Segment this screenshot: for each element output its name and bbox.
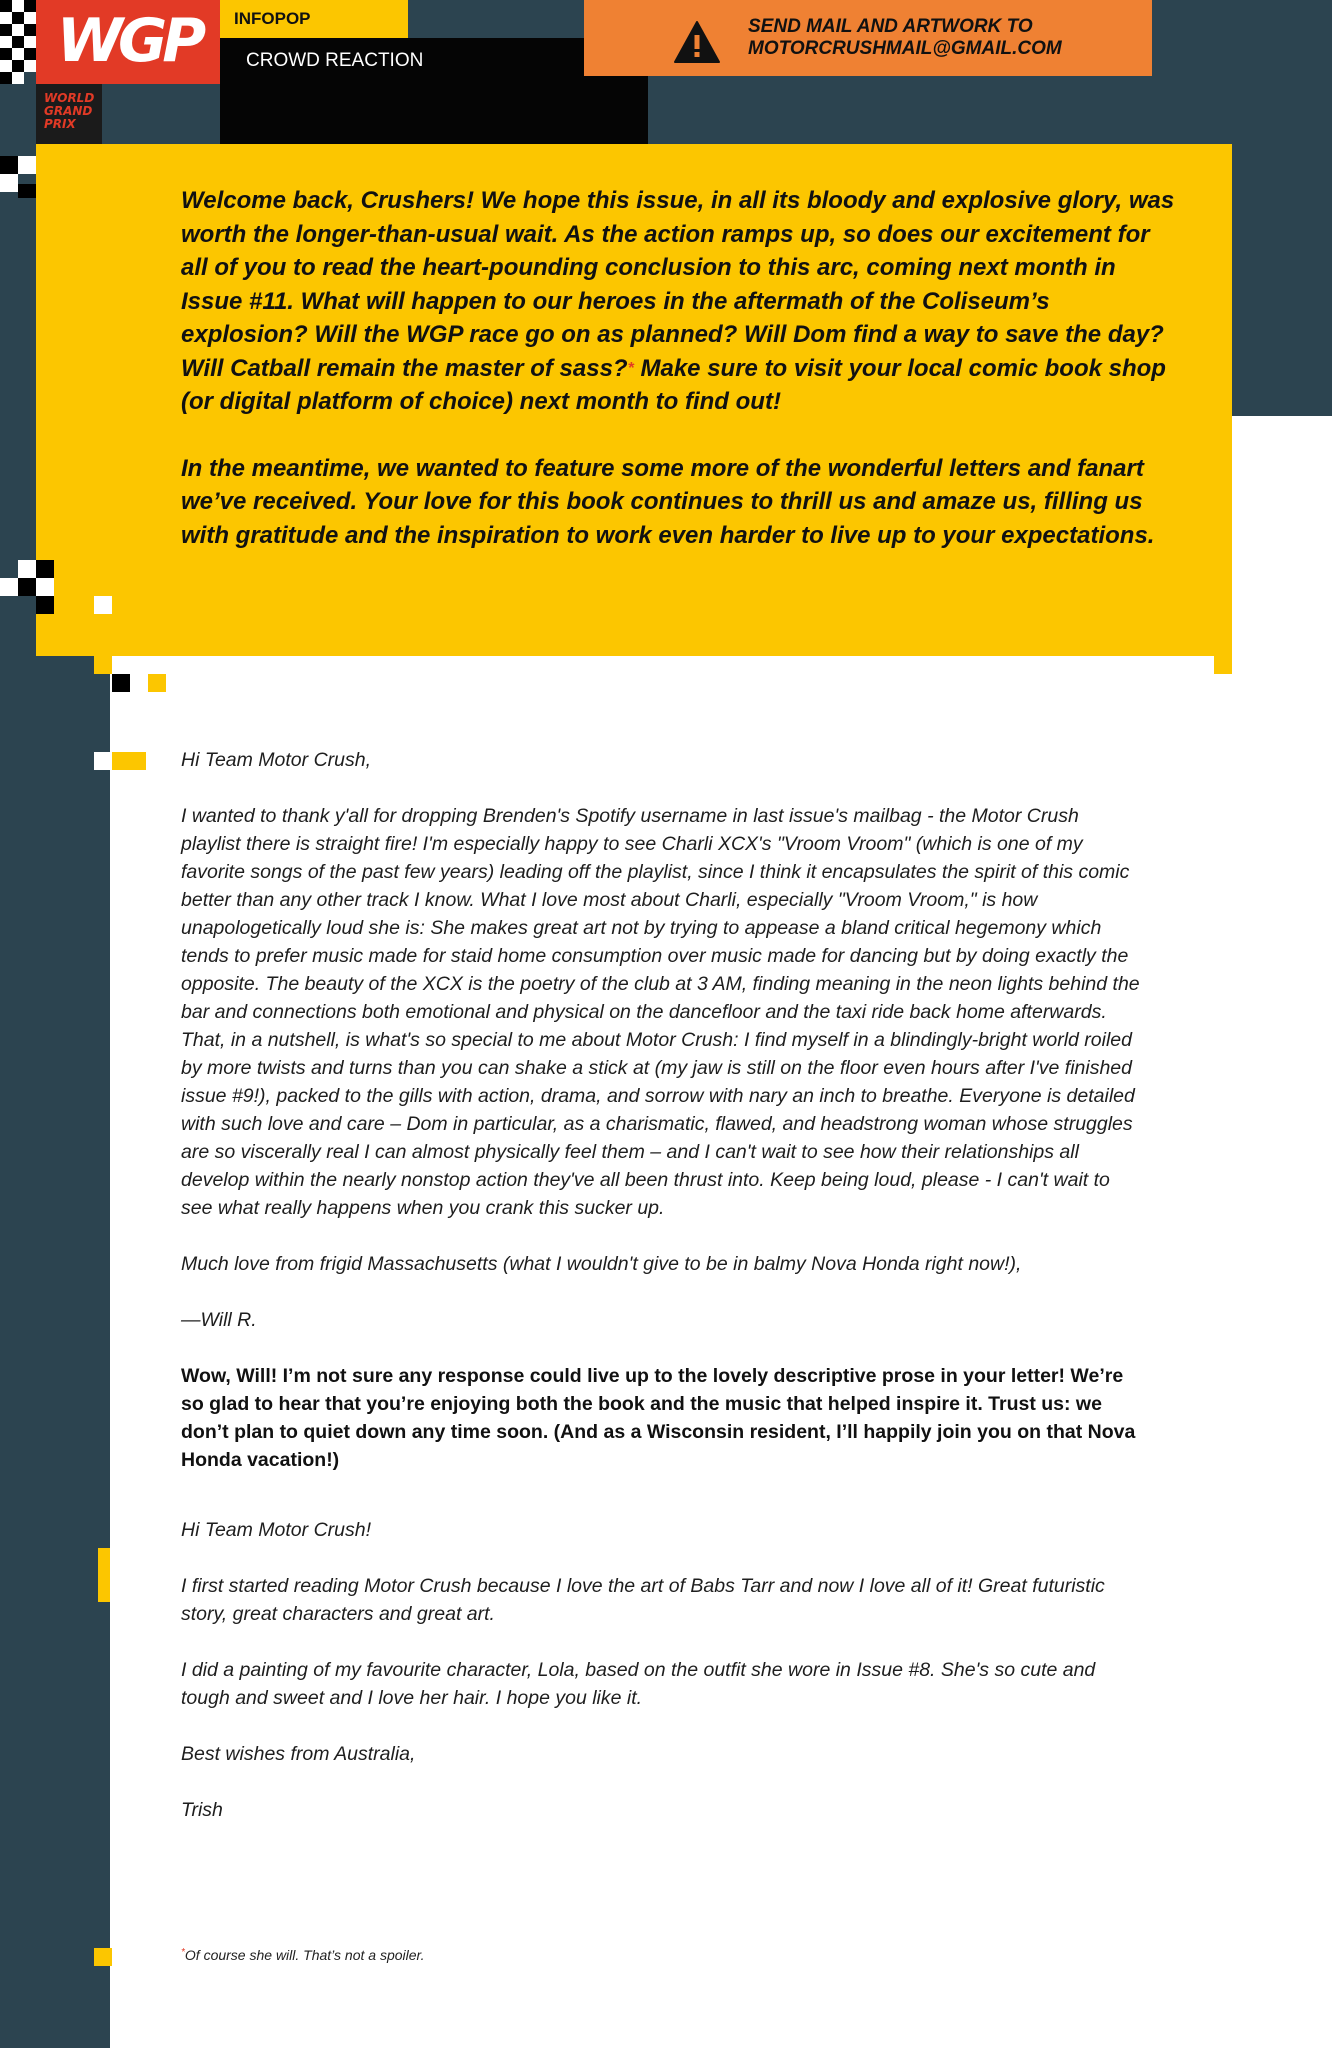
letter-body: I did a painting of my favourite character, Lola, based on the outfit she wore in Issue #8. She's so cute and tough and sweet and I love her hair. I hope you like it. bbox=[181, 1659, 1096, 1709]
mail-instructions bbox=[748, 16, 1062, 60]
logo-text: WGP bbox=[56, 6, 202, 76]
pixel-square bbox=[94, 656, 112, 674]
footnote-marker: * bbox=[181, 1947, 185, 1958]
letter-signature: Trish bbox=[181, 1799, 223, 1821]
intro-text-part: Welcome back, Crushers! We hope this issue, in all its bloody and explosive glory, was worth the longer-than-usual wait. As the action ramps up, so does our excitement for all of you to read the heart-pounding conclusion to this arc, coming next month in Issue #11. What will happen to our heroes in the aftermath of the Coliseum’s explosion? Will the WGP race go on as planned? Will Dom find a way to save the day? Will Catball remain the master of sass? bbox=[181, 187, 1175, 382]
sublogo-line: WORLD bbox=[44, 91, 95, 105]
letter-greeting: Hi Team Motor Crush! bbox=[181, 1519, 372, 1541]
section-tab bbox=[220, 0, 408, 38]
wgp-logo bbox=[36, 0, 221, 84]
world-grand-prix-logo bbox=[36, 84, 102, 144]
mail-line: SEND MAIL AND ARTWORK TO bbox=[748, 16, 1033, 37]
pixel-square bbox=[0, 174, 18, 192]
section-label: INFOPOP bbox=[234, 9, 311, 28]
mail-banner bbox=[584, 0, 1152, 76]
letter-greeting: Hi Team Motor Crush, bbox=[181, 749, 372, 771]
letters-column bbox=[181, 746, 1141, 1852]
column-title: CROWD REACTION bbox=[246, 50, 424, 71]
letter-closing: Much love from frigid Massachusetts (what I wouldn't give to be in balmy Nova Honda right now!), bbox=[181, 1253, 1022, 1275]
pixel-square bbox=[36, 578, 54, 596]
pixel-square bbox=[112, 674, 130, 692]
pixel-square bbox=[94, 752, 112, 770]
pixel-square bbox=[0, 156, 18, 174]
warning-triangle-icon bbox=[673, 20, 721, 64]
intro-paragraph: In the meantime, we wanted to feature some more of the wonderful letters and fanart we’ve received. Your love for this book continues to thrill us and amaze us, filling us with gratitude and the inspiration to work even harder to live up to your expectations. bbox=[181, 454, 1155, 549]
pixel-square bbox=[18, 156, 36, 174]
pixel-square bbox=[148, 674, 166, 692]
pixel-square bbox=[0, 578, 18, 596]
intro-text bbox=[181, 184, 1181, 585]
intro-panel bbox=[36, 144, 1232, 656]
editor-response: Wow, Will! I’m not sure any response could live up to the lovely descriptive prose in your letter! We’re so glad to hear that you’re enjoying both the book and the music that helped inspire it. Trust us: we don’t plan to quiet down any time soon. (And as a Wisconsin resident, I’ll happily join you on that Nova Honda vacation!) bbox=[181, 1365, 1136, 1471]
right-dark-block bbox=[1232, 144, 1332, 416]
pixel-square bbox=[36, 596, 54, 614]
sublogo-line: GRAND bbox=[44, 104, 93, 118]
pixel-square bbox=[18, 560, 36, 578]
footnote bbox=[181, 1947, 425, 1963]
intro-text-part: Make sure to visit your local comic book shop (or digital platform of choice) next month to find out! bbox=[181, 354, 1166, 415]
pixel-square bbox=[98, 1548, 110, 1602]
checkered-flag-top bbox=[0, 0, 36, 84]
footnote-marker: * bbox=[627, 359, 634, 377]
pixel-square bbox=[36, 560, 54, 578]
pixel-square bbox=[1214, 656, 1232, 674]
letter-signature: —Will R. bbox=[181, 1309, 257, 1331]
footnote-text: Of course she will. That’s not a spoiler. bbox=[184, 1947, 425, 1963]
pixel-square bbox=[18, 578, 36, 596]
sublogo-line: PRIX bbox=[44, 117, 76, 131]
letter-body: I first started reading Motor Crush because I love the art of Babs Tarr and now I love all of it! Great futuristic story, great characters and great art. bbox=[181, 1575, 1105, 1625]
letter-body: I wanted to thank y'all for dropping Brenden's Spotify username in last issue's mailbag - the Motor Crush playlist there is straight fire! I'm especially happy to see Charli XCX's "Vroom Vroom" (which is one of my favorite songs of the past few years) leading off the playlist, since I think it encapsulates the spirit of this comic better than any other track I know. What I love most about Charli, especially "Vroom Vroom," is how unapologetically loud she is: She makes great art not by trying to appease a bland critical hegemony which tends to prefer music made for staid home consumption over music made for dancing but by doing exactly the opposite. The beauty of the XCX is the poetry of the club at 3 AM, finding meaning in the neon lights behind the bar and connections both emotional and physical on the dancefloor and the taxi ride back home afterwards. That, in a nutshell, is what's so special to me about Motor Crush: I find myself in a blindingly-bright world roiled by more twists and turns than you can shake a stick at (my jaw is still on the floor even hours after I've finished issue #9!), packed to the gills with action, drama, and sorrow with nary an inch to breathe. Everyone is detailed with such love and care – Dom in particular, as a charismatic, flawed, and headstrong woman whose struggles are so viscerally real I can almost physically feel them – and I can't wait to see how their relationships all develop within the nearly nonstop action they've all been thrust into. Keep being loud, please - I can't wait to see what really happens when you crank this sucker up. bbox=[181, 805, 1140, 1219]
pixel-square bbox=[94, 1948, 112, 1966]
intro-paragraph bbox=[181, 184, 1181, 419]
pixel-square bbox=[18, 184, 36, 198]
letter-closing: Best wishes from Australia, bbox=[181, 1743, 416, 1765]
mail-address: MOTORCRUSHMAIL@GMAIL.COM bbox=[748, 38, 1062, 59]
pixel-square bbox=[94, 596, 112, 614]
pixel-square bbox=[112, 752, 146, 770]
